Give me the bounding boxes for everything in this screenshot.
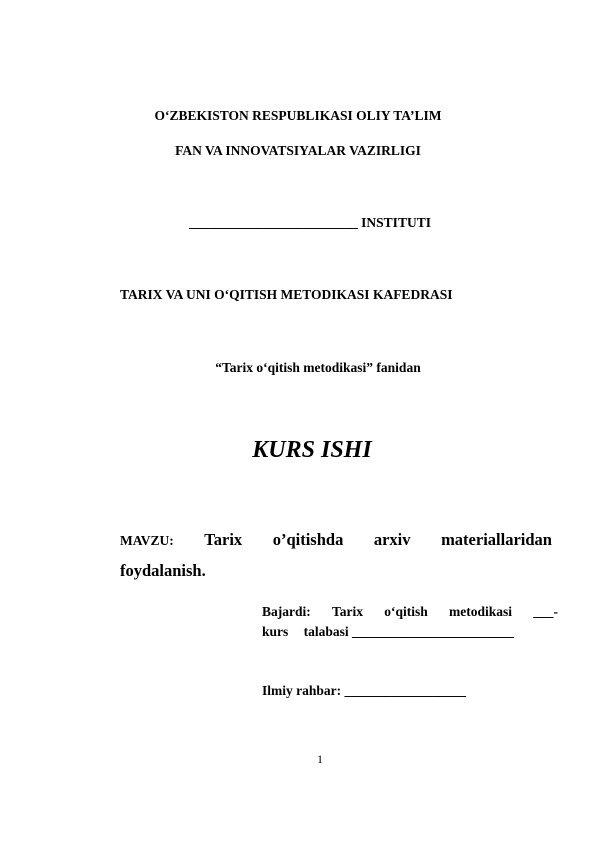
student-name-blank: talabasi ________________________ (303, 624, 515, 639)
student-row (262, 622, 558, 642)
kurs-label: kurs (262, 624, 289, 639)
topic-word: materiallaridan (441, 530, 552, 549)
topic-word: Tarix (204, 530, 243, 549)
page-title: KURS ISHI (252, 437, 372, 463)
topic-row (120, 530, 552, 551)
performer-word: Tarix (331, 604, 363, 619)
subject-line: “Tarix o‘qitish metodikasi” fanidan (215, 360, 421, 375)
page-number: 1 (317, 752, 323, 766)
performer-word: o‘qitish (384, 604, 428, 619)
institute-line: _________________________ INSTITUTI (189, 215, 431, 230)
department-line: TARIX VA UNI O‘QITISH METODIKASI KAFEDRASI (120, 287, 453, 302)
advisor-line: Ilmiy rahbar: __________________ (262, 683, 466, 698)
performer-block (262, 602, 558, 642)
topic-line-2: foydalanish. (120, 561, 206, 580)
ministry-line-1: O‘ZBEKISTON RESPUBLIKASI OLIY TA’LIM (154, 108, 442, 123)
performer-word: Bajardi: (262, 604, 311, 619)
performer-word: metodikasi (448, 604, 512, 619)
ministry-line-2: FAN VA INNOVATSIYALAR VAZIRLIGI (175, 143, 421, 158)
performer-row (262, 602, 558, 622)
topic-word: o’qitishda (272, 530, 344, 549)
topic-block (120, 530, 552, 581)
course-blank: ___- (533, 604, 558, 619)
topic-label: MAVZU: (120, 533, 174, 548)
topic-word: arxiv (373, 530, 411, 549)
